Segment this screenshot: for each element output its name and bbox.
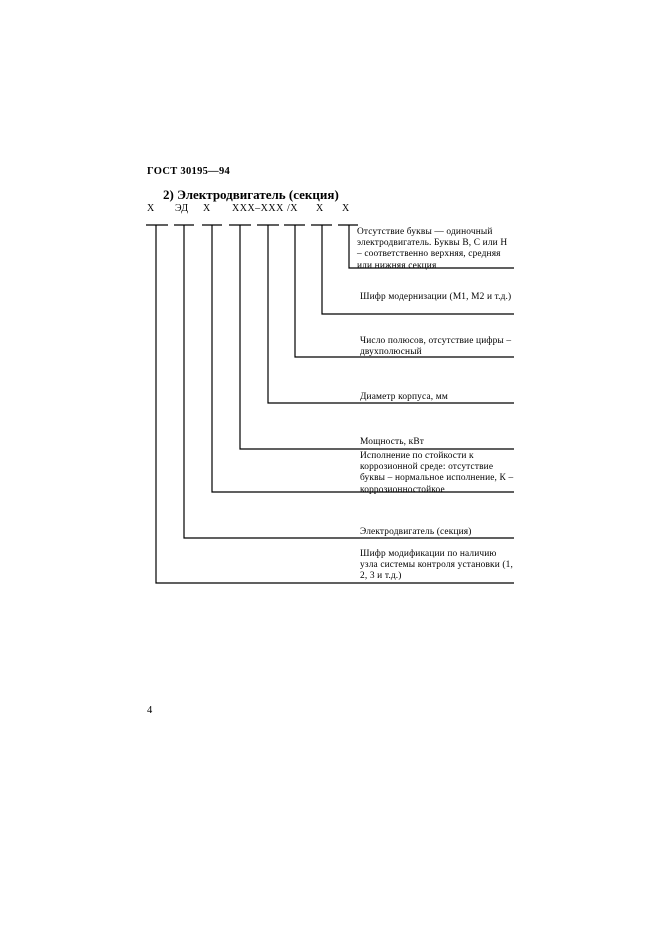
desc-motor: Электродвигатель (секция) (360, 527, 472, 537)
code-part-power-diameter: ХХХ–ХХХ (232, 203, 284, 214)
code-part-modernization: Х (316, 203, 324, 214)
standard-header: ГОСТ 30195—94 (147, 166, 231, 177)
desc-poles: Число полюсов, отсутствие цифры – двухполюсный (360, 336, 512, 358)
desc-modification: Шифр модификации по наличию узла системы контроля установки (1, 2, 3 и т.д.) (360, 549, 513, 582)
code-part-corrosion: Х (203, 203, 211, 214)
desc-power: Мощность, кВт (360, 437, 425, 447)
desc-corrosion: Исполнение по стойкости к коррозионной среде: отсутствие буквы – нормальное исполнение, К – коррозионностойкое (360, 451, 514, 495)
code-part-motor: ЭД (175, 203, 189, 214)
code-part-section: Х (342, 203, 350, 214)
code-part-poles: /Х (287, 203, 298, 214)
desc-modernization: Шифр модернизации (М1, М2 и т.д.) (360, 292, 512, 302)
section-title: 2) Электродвигатель (секция) (163, 187, 339, 202)
desc-section-letter: Отсутствие буквы — одиночный электродвигатель. Буквы В, С или Н – соответственно верхняя, средняя или нижняя секция (357, 227, 508, 271)
desc-diameter: Диаметр корпуса, мм (360, 392, 448, 402)
code-part-modification: Х (147, 203, 155, 214)
page-number: 4 (147, 705, 153, 716)
